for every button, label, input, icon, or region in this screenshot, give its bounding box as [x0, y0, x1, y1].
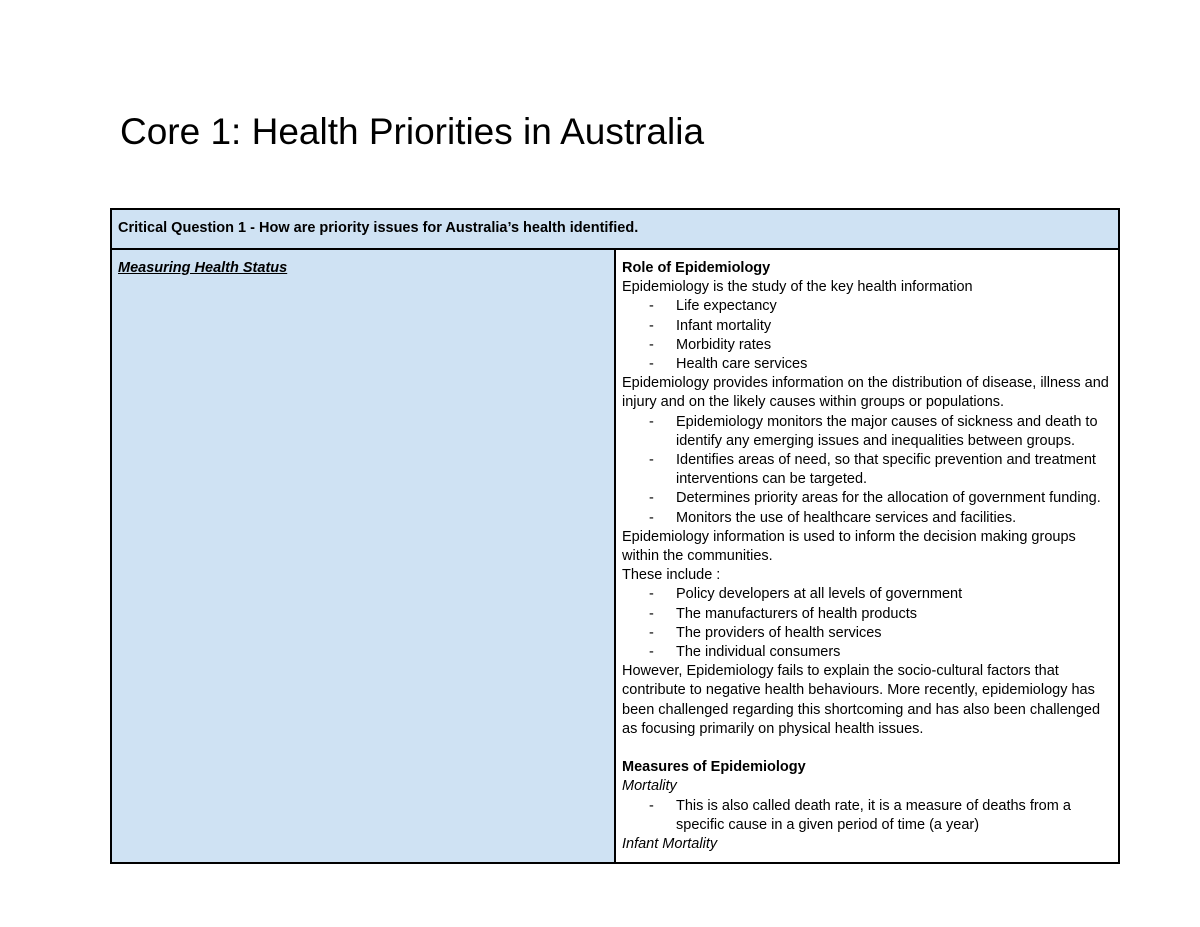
- role-list: [622, 297, 1112, 374]
- list-item: - This is also called death rate, it is a measure of deaths from a specific cause in a given period of time (a year): [676, 797, 1112, 835]
- role-intro: Epidemiology is the study of the key health information: [622, 279, 973, 296]
- list-item: - Determines priority areas for the allocation of government funding.: [676, 489, 1112, 508]
- however-text: However, Epidemiology fails to explain the socio-cultural factors that contribute to negative health behaviours. More recently, epidemiology has been challenged regarding this shortcoming and has also been challenged as focusing primarily on physical health issues.: [622, 663, 1101, 737]
- infant-mortality-label: Infant Mortality: [622, 836, 718, 853]
- list-item: - The manufacturers of health products: [676, 605, 1112, 624]
- list-item: - Policy developers at all levels of government: [676, 585, 1112, 604]
- mortality-list: [622, 797, 1112, 835]
- measures-heading: Measures of Epidemiology: [622, 759, 806, 776]
- list-item: - Infant mortality: [676, 317, 1112, 336]
- content-cell: [615, 249, 1119, 863]
- groups-list: [622, 585, 1112, 662]
- topic-label: Measuring Health Status: [118, 260, 288, 276]
- inform-text: Epidemiology information is used to inform the decision making groups within the communities.: [622, 528, 1076, 565]
- list-item: - The providers of health services: [676, 624, 1112, 643]
- table-row: [111, 249, 1119, 863]
- list-item: - Identifies areas of need, so that specific prevention and treatment interventions can be targeted.: [676, 451, 1112, 489]
- list-item: - Morbidity rates: [676, 336, 1112, 355]
- list-item: - Health care services: [676, 355, 1112, 374]
- role-heading: Role of Epidemiology: [622, 260, 771, 276]
- these-include-text: These include :: [622, 567, 721, 584]
- distribution-list: [622, 413, 1112, 528]
- mortality-label: Mortality: [622, 778, 677, 795]
- topic-cell: [111, 249, 615, 863]
- critical-question-header: Critical Question 1 - How are priority issues for Australia’s health identified.: [111, 209, 1119, 249]
- list-item: - Life expectancy: [676, 297, 1112, 316]
- paragraph-spacer: [622, 739, 1112, 758]
- document-title: Core 1: Health Priorities in Australia: [120, 111, 705, 152]
- table-header-row: [111, 209, 1119, 249]
- list-item: - Epidemiology monitors the major causes of sickness and death to identify any emerging issues and inequalities between groups.: [676, 413, 1112, 451]
- notes-table: [110, 208, 1120, 864]
- list-item: - Monitors the use of healthcare services and facilities.: [676, 509, 1112, 528]
- distribution-text: Epidemiology provides information on the distribution of disease, illness and injury and on the likely causes within groups or populations.: [622, 375, 1109, 411]
- list-item: - The individual consumers: [676, 643, 1112, 662]
